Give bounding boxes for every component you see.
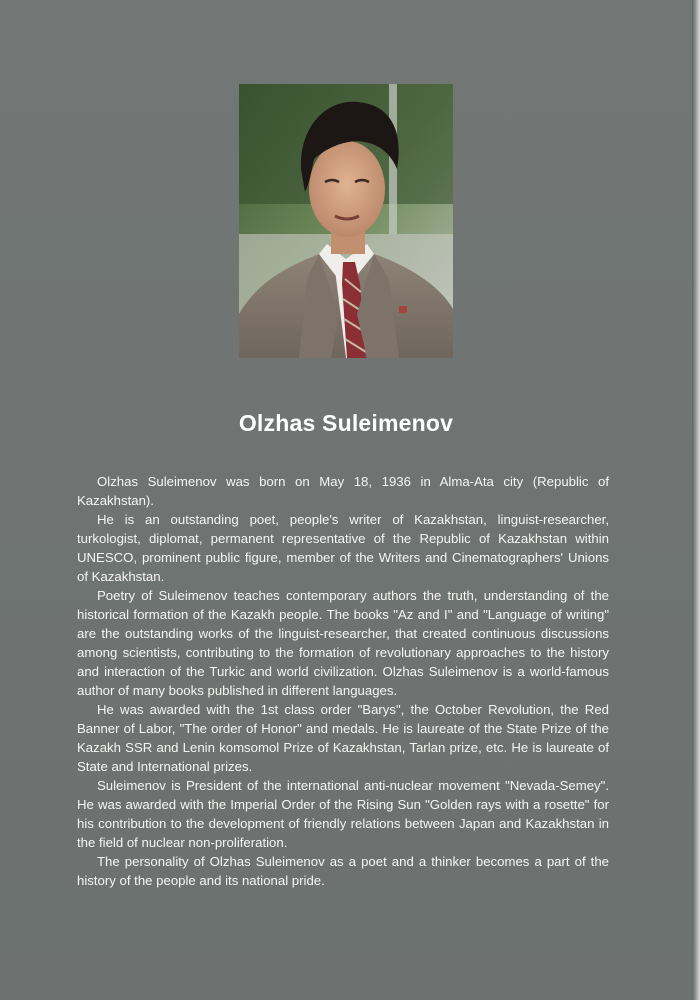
biography-text — [77, 472, 609, 890]
bio-paragraph: Poetry of Suleimenov teaches contemporary authors the truth, understanding of the historical formation of the Kazakh people. The books "Az and I" and "Language of writing" are the outstanding works of the linguist-researcher, that created continuous discussions among scientists, contributing to the formation of revolutionary approaches to the history and interaction of the Turkic and world civilization. Olzhas Suleimenov is a world-famous author of many books published in different languages. — [77, 588, 609, 698]
person-name-heading: Olzhas Suleimenov — [238, 410, 454, 436]
bio-paragraph: Olzhas Suleimenov was born on May 18, 1936 in Alma-Ata city (Republic of Kazakhstan). — [77, 474, 609, 508]
page-edge — [692, 0, 700, 1000]
bio-paragraph: He is an outstanding poet, people's writer of Kazakhstan, linguist-researcher, turkologist, diplomat, permanent representative of the Republic of Kazakhstan within UNESCO, prominent public figure, member of the Writers and Cinematographers' Unions of Kazakhstan. — [77, 512, 609, 584]
bio-paragraph: Suleimenov is President of the international anti-nuclear movement "Nevada-Semey". He was awarded with the Imperial Order of the Rising Sun "Golden rays with a rosette" for his contribution to the development of friendly relations between Japan and Kazakhstan in the field of nuclear non-proliferation. — [77, 778, 609, 850]
portrait-photo — [239, 84, 453, 358]
bio-paragraph: He was awarded with the 1st class order "Barys", the October Revolution, the Red Banner of Labor, "The order of Honor" and medals. He is laureate of the State Prize of the Kazakh SSR and Lenin komsomol Prize of Kazakhstan, Tarlan prize, etc. He is laureate of State and International prizes. — [77, 702, 609, 774]
bio-paragraph: The personality of Olzhas Suleimenov as a poet and a thinker becomes a part of the history of the people and its national pride. — [77, 854, 609, 888]
